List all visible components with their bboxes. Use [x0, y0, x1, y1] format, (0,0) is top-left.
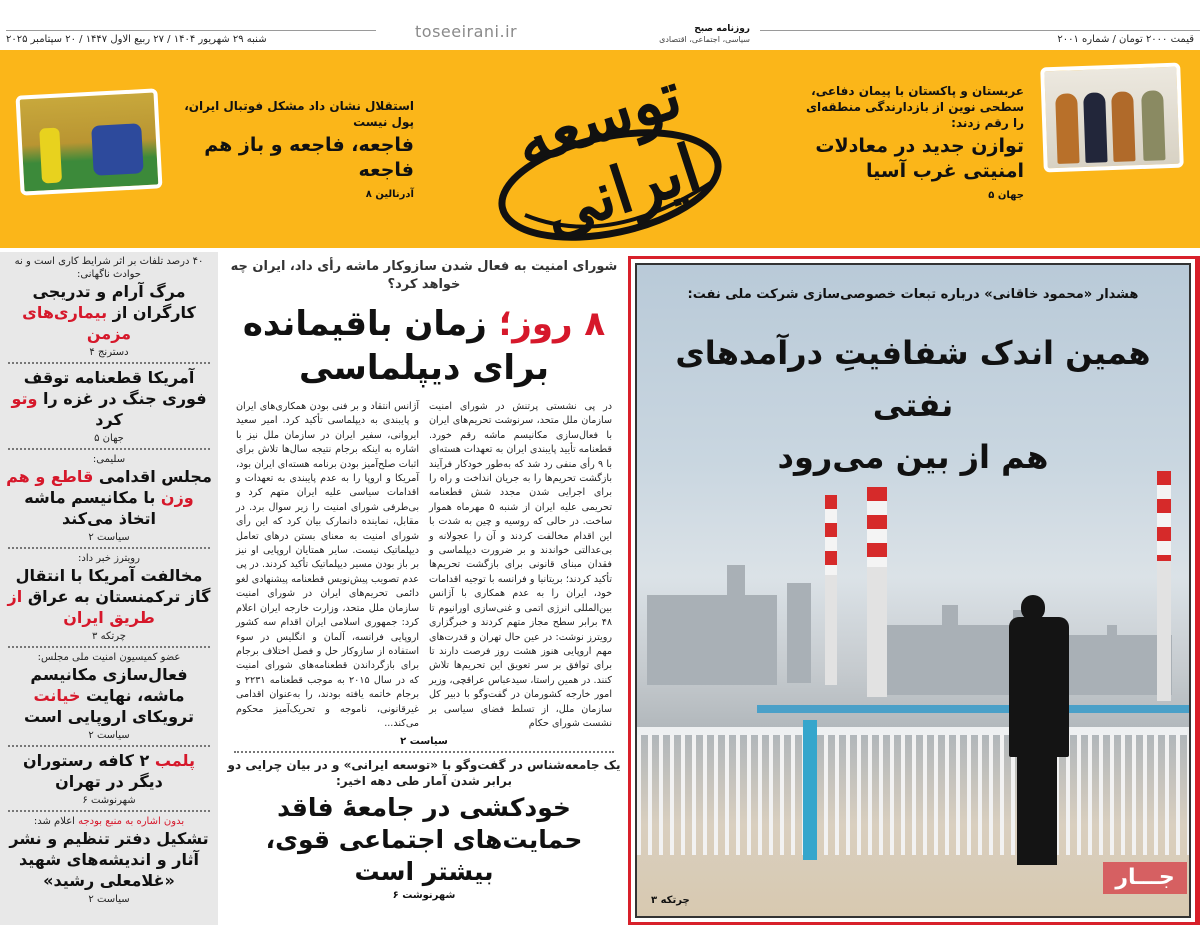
lead-body: [236, 400, 612, 731]
page-ref: سیاست ۲: [88, 532, 130, 543]
teaser-right[interactable]: [782, 65, 1182, 225]
kicker-text: اعلام شد:: [33, 816, 75, 827]
news-item[interactable]: [4, 812, 214, 906]
teaser-title[interactable]: فاجعه، فاجعه و باز هم فاجعه: [204, 134, 414, 181]
title-text: فعال‌سازی مکانیسم ماشه، نهایت: [30, 665, 188, 705]
page-ref: چرتکه ۳: [92, 631, 126, 642]
headline-text: زمان باقیمانده برای دیپلماسی: [242, 304, 549, 388]
refinery-structure: [1107, 625, 1117, 695]
teaser-title[interactable]: توازن جدید در معادلات امنیتی غرب آسیا: [815, 135, 1024, 182]
logo-text: توسعه ایرانی: [506, 57, 710, 252]
title-text: ۲ کافه رستوران دیگر در تهران: [22, 751, 163, 791]
kicker-highlight: بدون اشاره به منبع بودجه: [78, 816, 185, 827]
title-highlight: پلمب: [154, 751, 196, 770]
title-highlight: از طریق ایران: [7, 587, 155, 627]
title-highlight: خیانت: [33, 686, 81, 705]
lead-story-column: [226, 252, 622, 902]
item-title[interactable]: [4, 466, 214, 529]
second-story[interactable]: [226, 757, 622, 902]
item-title[interactable]: [4, 367, 214, 430]
paper-type-line1: روزنامه صبح: [694, 24, 750, 34]
item-kicker: [4, 815, 214, 828]
newspaper-logo[interactable]: [470, 40, 750, 250]
news-item[interactable]: [4, 747, 214, 812]
teaser-photo-officials: [1040, 63, 1184, 173]
title-text: آمریکا قطعنامه توقف فوری جنگ در غزه را: [23, 368, 207, 408]
lead-headline[interactable]: [226, 302, 622, 390]
price-issue-line: قیمت ۲۰۰۰ تومان / شماره ۲۰۰۱: [1057, 34, 1194, 45]
watermark-logo: جـــار: [1103, 862, 1187, 894]
headline-highlight: ۸ روز؛: [498, 304, 606, 344]
refinery-photo: [635, 263, 1191, 918]
blue-roof: [757, 705, 1191, 713]
main-headline[interactable]: [637, 327, 1189, 483]
news-item[interactable]: [4, 252, 214, 364]
divider: [760, 30, 1200, 31]
page-ref: سیاست ۲: [88, 730, 130, 741]
teaser-kicker: استقلال نشان داد مشکل فوتبال ایران، پول نیست: [184, 99, 414, 129]
page-ref: جهان ۵: [988, 190, 1024, 201]
item-title[interactable]: تشکیل دفتر تنظیم و نشر آثار و اندیشه‌های شهید «غلامعلی رشید»: [9, 829, 209, 890]
body-column-left: آژانس انتقاد و بر فنی بودن همکاری‌های ایران و پایبندی به دیپلماسی تأکید کرد. امیر سعید ایروانی، سفیر ایران در سازمان ملل نیز با اشاره به اینکه برجام نتیجه سال‌ها تلاش برای اثبات صلح‌آمیز بودن برنامه هسته‌ای ایران بود، آمریکا و اروپا را به عدم پایبندی به تعهدات و اقدامات سیاسی علیه ایران متهم کرد و بی‌طرفی شورای امنیت را زیر سوال برد. در مقابل، نماینده دانمارک بیان کرد که این رأی شورای امنیت به معنای بستن درهای تعامل دیپلماتیک نیست. سایر همتایان اروپایی او نیز بر باز بودن مسیر دیپلماتیک تأکید کردند. در پی عدم تصویب پیش‌نویس قطعنامه پیشنهادی لغو دائمی تحریم‌های ایران در شورای امنیت سازمان ملل متحد، وزارت خارجه ایران اعلام کرد: جمهوری اسلامی ایران اقدام سه کشور اروپایی فرانسه، آلمان و انگلیس در سوء استفاده از سازوکار حل و فصل اختلاف برجام برای بازگرداندن قطعنامه‌های شورای امنیت که در سال ۲۰۱۵ به موجب قطعنامه ۲۲۳۱ و برجام خاتمه یافته بودند، را به‌عنوان اقدامی غیرقانونی، ناموجه و تحریک‌آمیز محکوم می‌کند...: [236, 401, 419, 729]
divider: [6, 30, 376, 31]
website-link[interactable]: toseeirani.ir: [415, 22, 518, 41]
man-legs: [1017, 755, 1057, 865]
chimney: [825, 495, 837, 575]
date-line: شنبه ۲۹ شهریور ۱۴۰۴ / ۲۷ ربیع الاول ۱۴۴۷ / ۲۰ سپتامبر ۲۰۲۵: [6, 34, 267, 45]
title-text: مرگ آرام و تدریجی کارگران از: [32, 282, 196, 322]
second-kicker: یک جامعه‌شناس در گفت‌وگو با «توسعه ایرانی» و در بیان چرایی دو برابر شدن آمار طی دهه اخیر:: [227, 758, 621, 789]
news-item[interactable]: [4, 450, 214, 549]
title-highlight: وتو: [11, 389, 38, 408]
blue-post: [803, 720, 817, 860]
page-ref: دسترنج ۴: [89, 347, 129, 358]
item-kicker: عضو کمیسیون امنیت ملی مجلس:: [37, 652, 181, 663]
second-headline[interactable]: خودکشی در جامعهٔ فاقد حمایت‌های اجتماعی قوی، بیشتر است: [265, 793, 583, 887]
teaser-left[interactable]: [14, 90, 414, 220]
item-title[interactable]: [4, 664, 214, 727]
refinery-structure: [727, 565, 745, 685]
page-ref: شهرنوشت ۶: [82, 795, 136, 806]
news-item[interactable]: [4, 648, 214, 747]
title-text: با مکانیسم ماشه اتخاذ می‌کند: [24, 488, 156, 528]
body-column-right: در پی نشستی پرتنش در شورای امنیت سازمان ملل متحد، سرنوشت تحریم‌های ایران با فعال‌سازی مکانیسم ماشه رقم خورد. قطعنامه تأیید پایبندی ایران به تعهدات هسته‌ای با ۹ رأی منفی رد شد که به‌طور خودکار فرآیند بازگشت تحریم‌ها را به جریان انداخت و راه را برای اجرایی شدن مجدد شش قطعنامه تحریمی علیه ایران از شنبه ۵ مهرماه هموار ساخت. در حالی که روسیه و چین به شدت با این اقدام مخالفت کردند و آن را عجولانه و بی‌عدالتی خواندند و بر ضرورت دیپلماسی و فقدان مبنای قانونی برای بازگشت تحریم‌ها تأکید کردند؛ بریتانیا و فرانسه با توجیه اقدامات خود، ایران را به عدم همکاری با آژانس بین‌المللی انرژی اتمی و غنی‌سازی اورانیوم تا ۴۸ برابر سطح مجاز متهم کردند و خبرگزاری رویترز نوشت: در عین حال تهران و قدرت‌های مهم اروپایی هنوز هشت روز فرصت دارند تا برای توافق بر سر تعویق این تحریم‌ها تلاش کنند. در همین راستا، سیدعباس عراقچی، وزیر امور خارجه کشورمان در گفت‌وگو با دبیر کل سازمان ملل، از تسلط فضای سیاسی بر نشست شورای حکام: [429, 401, 612, 729]
teaser-kicker: عربستان و پاکستان با پیمان دفاعی، سطحی نوین از بازدارندگی منطقه‌ای را رقم زدند:: [805, 84, 1024, 130]
item-kicker: سلیمی:: [92, 454, 126, 465]
dotted-divider: [234, 751, 614, 753]
man-body: [1009, 617, 1069, 757]
refinery-structure: [647, 595, 777, 685]
page-ref: جهان ۵: [94, 433, 124, 444]
title-highlight: بیماری‌های مزمن: [22, 303, 132, 343]
item-kicker: ۴۰ درصد تلفات بر اثر شرایط کاری است و نه حوادث ناگهانی:: [14, 256, 204, 280]
title-highlight: قاطع و هم وزن: [6, 467, 194, 507]
refinery-structure: [942, 605, 958, 695]
item-title[interactable]: [4, 750, 214, 792]
news-item[interactable]: [4, 364, 214, 450]
chimney: [867, 487, 887, 567]
news-item[interactable]: [4, 549, 214, 648]
refinery-structure: [787, 583, 811, 683]
main-photo-story[interactable]: [628, 256, 1200, 925]
title-text: کرد: [95, 410, 123, 429]
headline-line: هم از بین می‌رود: [777, 438, 1049, 476]
fence-bars: [637, 735, 1191, 855]
page-ref: سیاست ۲: [88, 894, 130, 905]
title-text: مخالفت آمریکا با انتقال گاز ترکمنستان به عراق: [15, 566, 211, 606]
item-kicker: رویترز خبر داد:: [78, 553, 140, 564]
chimney: [1157, 471, 1171, 561]
chimney: [867, 567, 887, 697]
chimney: [1157, 561, 1171, 701]
page-ref: آدرنالین ۸: [365, 189, 414, 200]
item-title[interactable]: [4, 565, 214, 628]
title-text: مجلس اقدامی: [98, 467, 212, 486]
page-ref: شهرنوشت ۶: [392, 890, 456, 902]
page-ref: سیاست ۲: [400, 736, 448, 748]
headline-line: همین اندک شفافیتِ درآمدهای نفتی: [675, 334, 1151, 424]
fence-rail: [637, 727, 1191, 735]
paper-type-line2: سیاسی، اجتماعی، اقتصادی: [659, 35, 750, 44]
main-kicker: هشدار «محمود خاقانی» درباره تبعات خصوصی‌سازی شرکت ملی نفت:: [687, 287, 1139, 302]
left-news-column: [0, 252, 218, 925]
title-text: ترویکای اروپایی است: [23, 707, 195, 726]
page-ref: چرتکه ۳: [651, 895, 690, 906]
lead-kicker: شورای امنیت به فعال شدن سازوکار ماشه رأی داد، ایران چه خواهد کرد؟: [230, 259, 618, 292]
teaser-photo-football: [15, 88, 162, 195]
item-title[interactable]: [4, 281, 214, 344]
chimney: [825, 575, 837, 685]
